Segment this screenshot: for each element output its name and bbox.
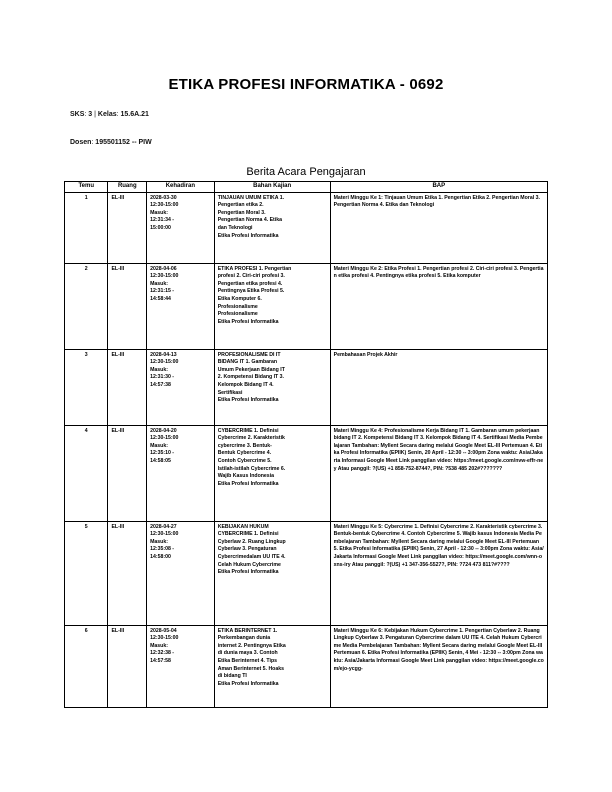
bahan-kajian-line: Contoh Cybercrime 5. — [217, 457, 272, 464]
bahan-kajian-line: Etika Profesi Informatika — [217, 680, 279, 687]
kehadiran-line: 12:30-15:00 — [150, 359, 179, 366]
cell-bahan-kajian — [214, 425, 330, 521]
bahan-kajian-line: ETIKA PROFESI 1. Pengertian — [217, 265, 292, 272]
kehadiran-line: 12:30-15:00 — [150, 273, 179, 280]
cell-temu: 3 — [65, 349, 108, 425]
sks-label: SKS — [70, 111, 85, 118]
kehadiran-line: 12:30-15:00 — [150, 202, 179, 209]
kehadiran-line: 12:32:38 - — [150, 650, 175, 657]
kehadiran-line: 15:00:00 — [150, 224, 171, 231]
table-row — [65, 425, 548, 521]
column-header-bahan-kajian: Bahan Kajian — [214, 182, 330, 193]
kehadiran-line: 14:58:00 — [150, 553, 171, 560]
cell-bahan-kajian — [214, 625, 330, 707]
kehadiran-line: 2028-04-20 — [150, 427, 177, 434]
kehadiran-line: Masuk: — [150, 280, 168, 287]
bahan-kajian-line: Pengertian etika 2. — [217, 202, 264, 209]
bahan-kajian-line: ETIKA BERINTERNET 1. — [217, 627, 278, 634]
column-header-temu: Temu — [65, 182, 108, 193]
cell-bap: Pembahasan Projek Akhir — [330, 349, 547, 425]
cell-bap: Materi Minggu Ke 1: Tinjauan Umum Etika 1. Pengertian Etika 2. Pengertian Moral 3. Pengertian Norma 4. Etika dan Teknologi — [330, 192, 547, 263]
cell-bap: Materi Minggu Ke 4: Profesionalisme Kerja Bidang IT 1. Gambaran umum pekerjaan bidang IT 2. Kompetensi Bidang IT 3. Kelompok Bidang IT 4. Sertifikasi Media Pembelajaran Tambahan: Myllent Secara daring melalui Google Meet EL-III Pertemuan 4. Etika Profesi Informatika (EPIIK) Senin, 20 April - 12:30 -- 3:00pm Zona waktu: Asia/Jakarta Informasi Google Meet Link panggilan video: https://meet.google.com/nvw-effr-ney Atau panggil: ?(US) +1 858-752-8744?, PIN: ?538 485 202#??????? — [330, 425, 547, 521]
cell-kehadiran — [147, 625, 215, 707]
bahan-kajian-line: TINJAUAN UMUM ETIKA 1. — [217, 194, 285, 201]
bahan-kajian-line: profesi 2. Ciri-ciri profesi 3. — [217, 273, 285, 280]
kehadiran-line: Masuk: — [150, 642, 168, 649]
bahan-kajian-line: PROFESIONALISME DI IT — [217, 351, 281, 358]
kehadiran-line: 2028-04-13 — [150, 351, 177, 358]
lecturer-info-line: Dosen: 195501152 -- PIW — [70, 139, 152, 146]
cell-temu: 5 — [65, 521, 108, 625]
cell-bahan-kajian — [214, 263, 330, 349]
bahan-kajian-line: Etika Profesi Informatika — [217, 318, 279, 325]
teaching-report-table — [64, 181, 548, 708]
bahan-kajian-line: di bidang TI — [217, 673, 247, 680]
bahan-kajian-line: Profesionalisme — [217, 311, 258, 318]
bahan-kajian-line: Pengertian Moral 3. — [217, 209, 266, 216]
kehadiran-line: 2028-04-27 — [150, 523, 177, 530]
cell-bahan-kajian — [214, 349, 330, 425]
cell-bap: Materi Minggu Ke 2: Etika Profesi 1. Pengertian profesi 2. Ciri-ciri profesi 3. Pengertian etika profesi 4. Pentingnya etika profesi 5. Etika komputer — [330, 263, 547, 349]
cell-ruang: EL-III — [108, 263, 147, 349]
kelas-label: Kelas — [97, 111, 117, 118]
kehadiran-line: 12:31:15 - — [150, 288, 175, 295]
kehadiran-line: 12:30-15:00 — [150, 531, 179, 538]
column-header-bap: BAP — [330, 182, 547, 193]
bahan-kajian-line: Etika Profesi Informatika — [217, 480, 279, 487]
cell-kehadiran — [147, 349, 215, 425]
table-row — [65, 625, 548, 707]
kehadiran-line: Masuk: — [150, 209, 168, 216]
bahan-kajian-line: Umum Pekerjaan Bidang IT — [217, 366, 285, 373]
cell-temu: 1 — [65, 192, 108, 263]
cell-ruang: EL-III — [108, 425, 147, 521]
cell-temu: 6 — [65, 625, 108, 707]
table-row — [65, 263, 548, 349]
bahan-kajian-line: Etika Profesi Informatika — [217, 397, 279, 404]
bahan-kajian-line: BIDANG IT 1. Gambaran — [217, 359, 278, 366]
bahan-kajian-line: KEBIJAKAN HUKUM — [217, 523, 269, 530]
bahan-kajian-line: Cybercrime 2. Karakteristik — [217, 435, 285, 442]
bahan-kajian-line: Pentingnya Etika Profesi 5. — [217, 288, 285, 295]
course-info-line: SKS: 3 | Kelas: 15.6A.21 — [70, 111, 149, 118]
column-header-kehadiran: Kehadiran — [147, 182, 215, 193]
kehadiran-line: 14:57:58 — [150, 657, 171, 664]
cell-temu: 4 — [65, 425, 108, 521]
dosen-value: 195501152 -- PIW — [95, 139, 152, 146]
table-row — [65, 192, 548, 263]
cell-ruang: EL-III — [108, 349, 147, 425]
kehadiran-line: 12:31:30 - — [150, 374, 175, 381]
kehadiran-line: 12:35:08 - — [150, 546, 175, 553]
cell-bap: Materi Minggu Ke 5: Cybercrime 1. Definisi Cybercrime 2. Karakteristik cybercrime 3. Bentuk-bentuk Cybercrime 4. Contoh Cybercrime 5. Wajib kasus Indonesia Media Pembelajaran Tambahan: Myllent Secara daring melalui Google Meet EL-III Pertemuan 5. Etika Profesi Informatika (EPIIK) Senin, 27 April - 12:30 -- 3:00pm Zona waktu: Asia/Jakarta Informasi Google Meet Link panggilan video: https://meet.google.com/wnn-oxns-iry Atau panggil: ?(US) +1 347-356-5527?, PIN: ?724 473 811?#???? — [330, 521, 547, 625]
kehadiran-line: Masuk: — [150, 366, 168, 373]
cell-kehadiran — [147, 521, 215, 625]
kehadiran-line: 12:30-15:00 — [150, 435, 179, 442]
bahan-kajian-line: CYBERCRIME 1. Definisi — [217, 427, 279, 434]
cell-ruang: EL-III — [108, 521, 147, 625]
kehadiran-line: Masuk: — [150, 538, 168, 545]
bahan-kajian-line: Pengertian Norma 4. Etika — [217, 217, 282, 224]
bahan-kajian-line: Profesionalisme — [217, 303, 258, 310]
kehadiran-line: 14:58:44 — [150, 295, 171, 302]
kehadiran-line: 2028-03-30 — [150, 194, 177, 201]
cell-temu: 2 — [65, 263, 108, 349]
bahan-kajian-line: Cyberlaw 3. Pengaturan — [217, 546, 277, 553]
bahan-kajian-line: Pengertian etika profesi 4. — [217, 280, 283, 287]
bahan-kajian-line: Cybercrimedalam UU ITE 4. — [217, 553, 286, 560]
bahan-kajian-line: Perkembangan dunia — [217, 635, 271, 642]
section-title: Berita Acara Pengajaran — [246, 166, 366, 178]
cell-bahan-kajian — [214, 192, 330, 263]
kelas-value: 15.6A.21 — [120, 111, 149, 118]
cell-bahan-kajian — [214, 521, 330, 625]
kehadiran-line: Masuk: — [150, 442, 168, 449]
bahan-kajian-line: Etika Profesi Informatika — [217, 232, 279, 239]
bahan-kajian-line: Bentuk Cybercrime 4. — [217, 450, 272, 457]
kehadiran-line: 14:58:05 — [150, 457, 171, 464]
kehadiran-line: 2028-05-04 — [150, 627, 177, 634]
bahan-kajian-line: Cyberlaw 2. Ruang Lingkup — [217, 538, 286, 545]
bahan-kajian-line: Etika Komputer 6. — [217, 295, 262, 302]
cell-bap: Materi Minggu Ke 6: Kebijakan Hukum Cybercrime 1. Pengertian Cyberlaw 2. Ruang Lingkup Cyberlaw 3. Pengaturan Cybercrime dalam UU ITE 4. Celah Hukum Cybercrime Media Pembelajaran Tambahan: Myllent Secara daring melalui Google Meet EL-III Pertemuan 6. Etika Profesi Informatika (EPIIK) Senin, 4 Mei - 12:30 -- 3:00pm Zona waktu: Asia/Jakarta Informasi Google Meet Link panggilan video: https://meet.google.com/ejo-ycgg- — [330, 625, 547, 707]
cell-kehadiran — [147, 263, 215, 349]
cell-ruang: EL-III — [108, 625, 147, 707]
bahan-kajian-line: Etika Berinternet 4. Tips — [217, 657, 277, 664]
table-header-row — [65, 182, 548, 193]
table-row — [65, 349, 548, 425]
bahan-kajian-line: dan Teknologi — [217, 224, 253, 231]
kehadiran-line: 14:57:38 — [150, 381, 171, 388]
bahan-kajian-line: Istilah-istilah Cybercrime 6. — [217, 465, 286, 472]
bahan-kajian-line: Etika Profesi Informatika — [217, 569, 279, 576]
kehadiran-line: 2028-04-06 — [150, 265, 177, 272]
bahan-kajian-line: Kelompok Bidang IT 4. — [217, 381, 274, 388]
bahan-kajian-line: internet 2. Pentingnya Etika — [217, 642, 286, 649]
kehadiran-line: 12:35:10 - — [150, 450, 175, 457]
bahan-kajian-line: Wajib Kasus Indonesia — [217, 473, 275, 480]
bahan-kajian-line: Aman Berinternet 5. Hoaks — [217, 665, 285, 672]
table-row — [65, 521, 548, 625]
cell-kehadiran — [147, 192, 215, 263]
bahan-kajian-line: CYBERCRIME 1. Definisi — [217, 531, 279, 538]
bahan-kajian-line: 2. Kompetensi Bidang IT 3. — [217, 374, 284, 381]
bahan-kajian-line: Sertifikasi — [217, 389, 243, 396]
column-header-ruang: Ruang — [108, 182, 147, 193]
cell-kehadiran — [147, 425, 215, 521]
kehadiran-line: 12:30-15:00 — [150, 635, 179, 642]
cell-ruang: EL-III — [108, 192, 147, 263]
sks-value: 3 — [88, 111, 93, 118]
document-title: ETIKA PROFESI INFORMATIKA - 0692 — [168, 76, 444, 93]
bahan-kajian-line: cybercrime 3. Bentuk- — [217, 442, 272, 449]
dosen-label: Dosen — [70, 139, 92, 146]
bahan-kajian-line: Celah Hukum Cybercrime — [217, 561, 281, 568]
bahan-kajian-line: di dunia maya 3. Contoh — [217, 650, 278, 657]
kehadiran-line: 12:31:34 - — [150, 217, 175, 224]
